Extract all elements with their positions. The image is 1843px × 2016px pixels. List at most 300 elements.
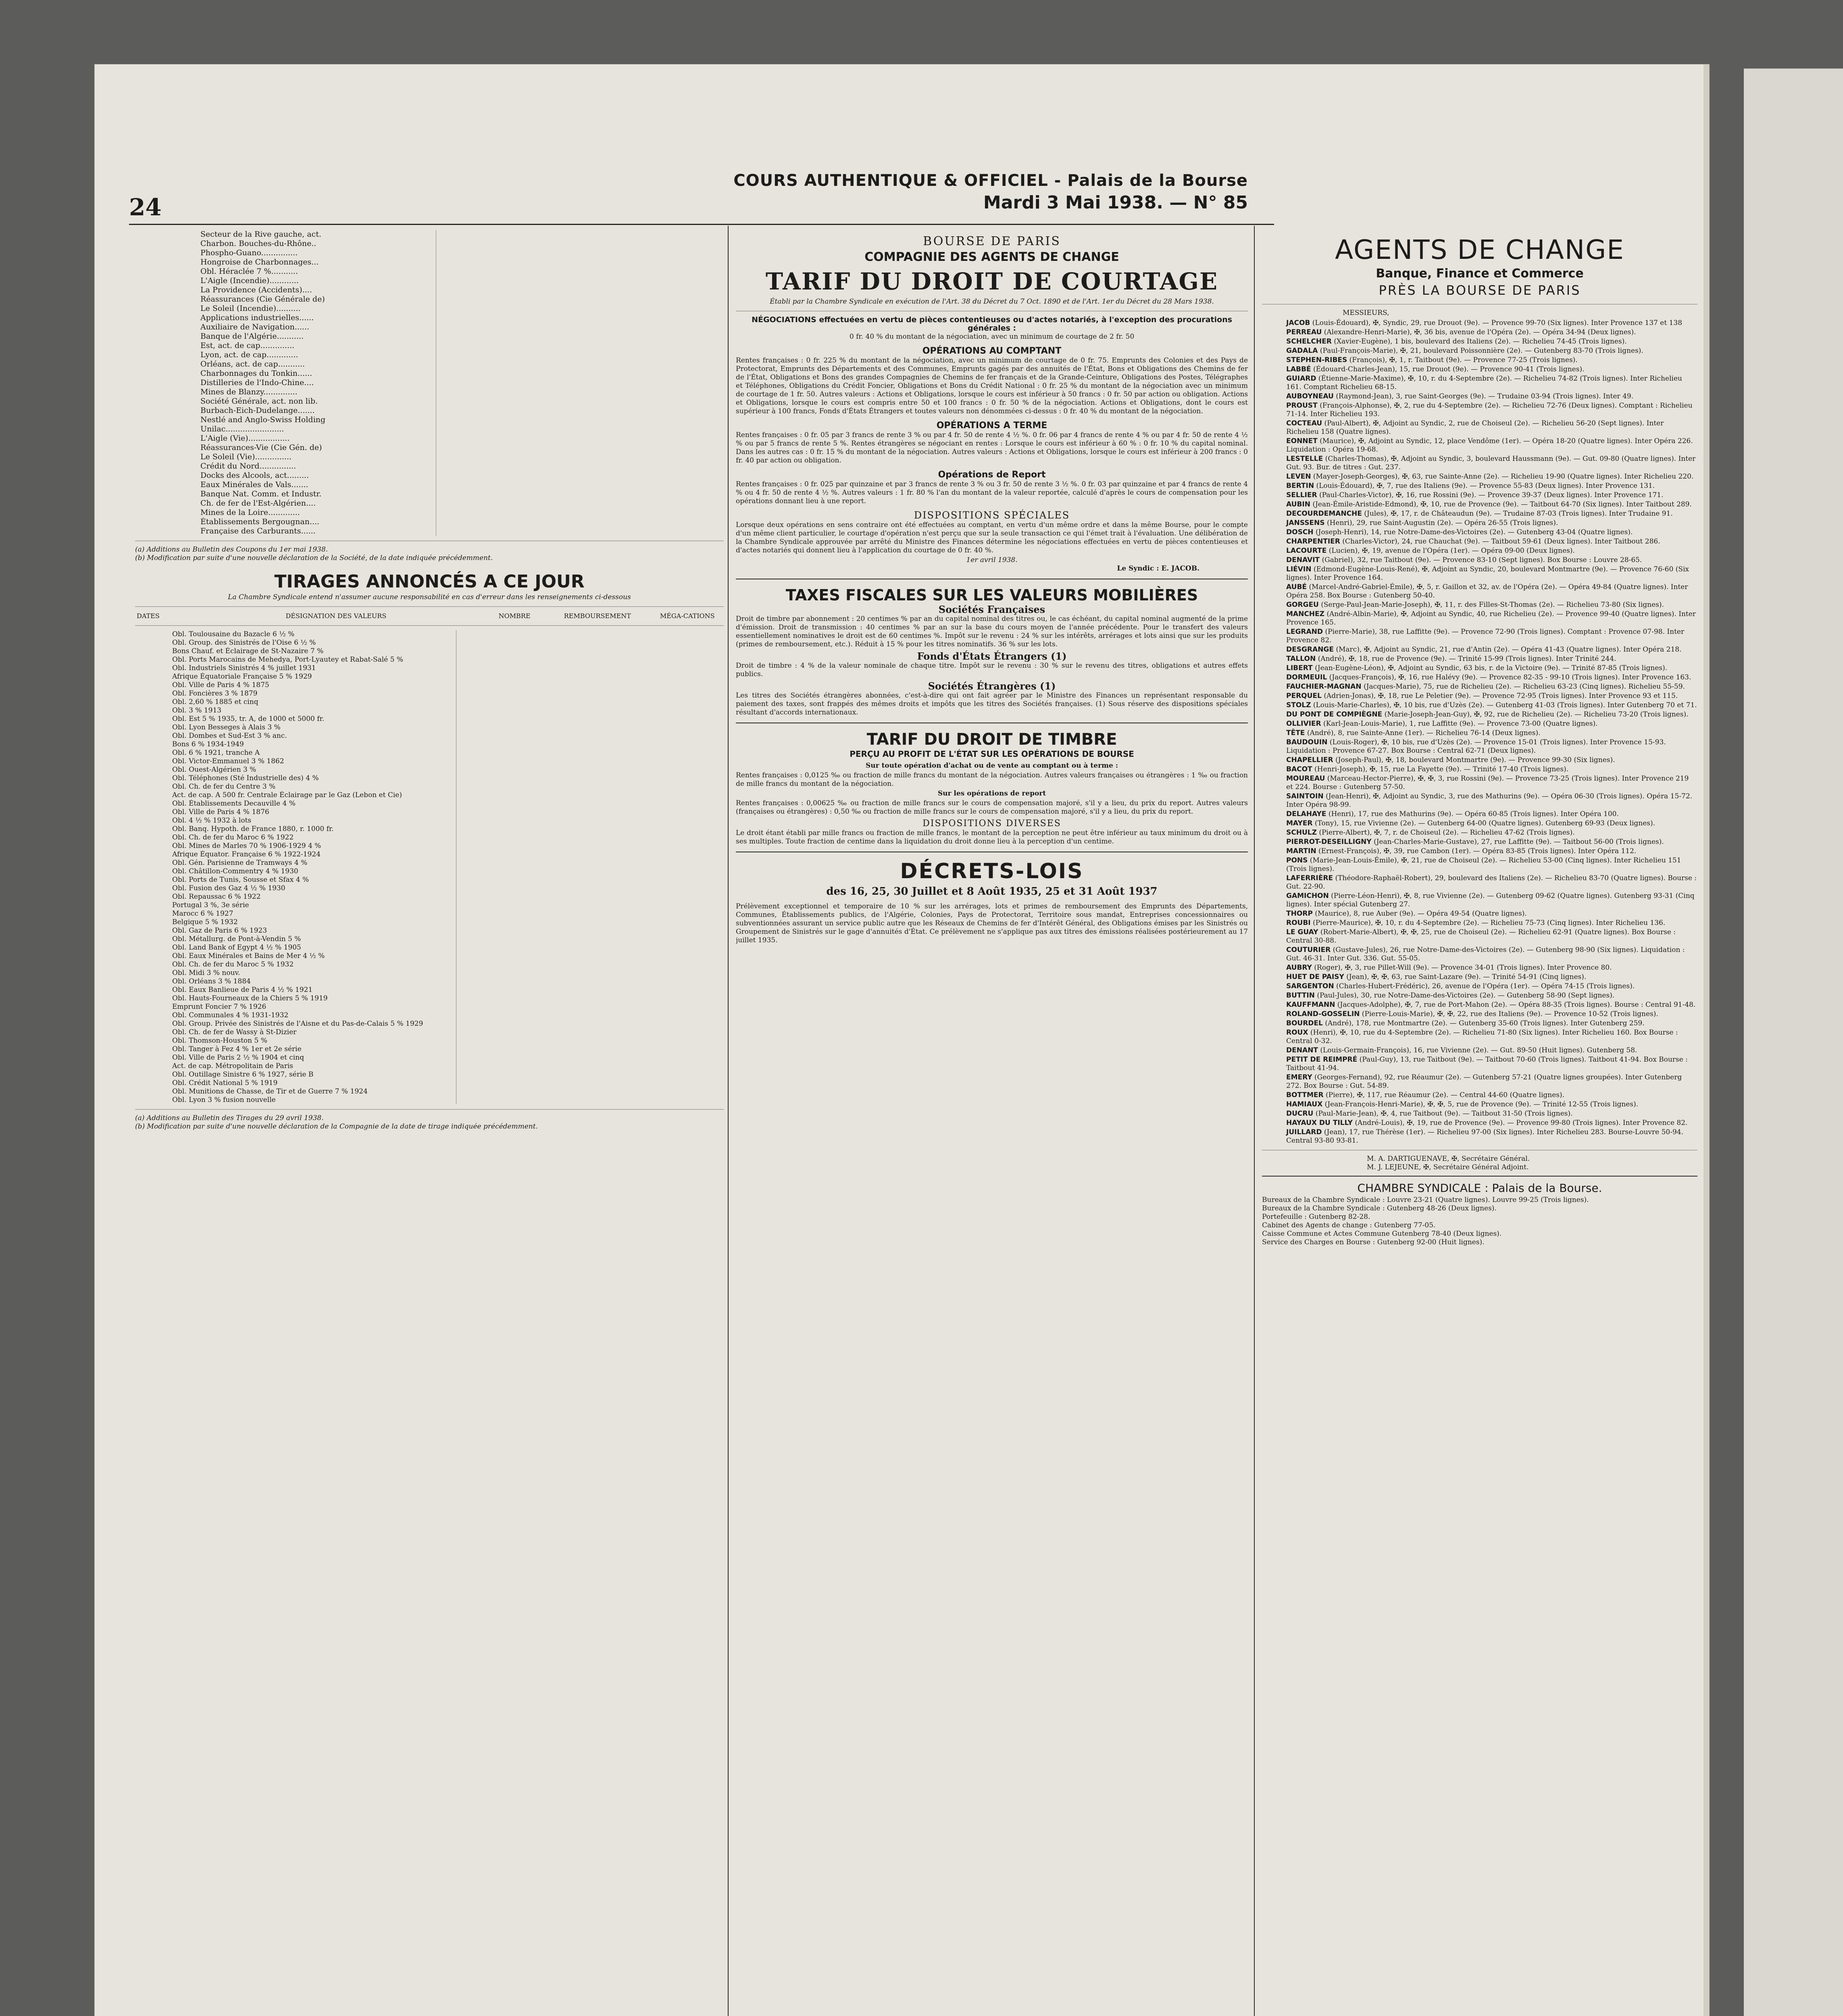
agent-details: (Pierre), ✠, 117, rue Réaumur (2e). — Central 44-60 (Quatre lignes). — [1326, 1091, 1565, 1099]
coupon-company: Nestlé and Anglo-Swiss Holding — [200, 415, 326, 424]
agent-year — [1262, 1100, 1286, 1109]
tirage-designation: Obl. Foncières 3 % 1879 — [172, 689, 258, 698]
tirage-row — [135, 1087, 724, 1096]
agent-entry — [1262, 356, 1697, 364]
coupon-company: Distilleries de l'Indo-Chine.... — [200, 378, 314, 387]
coupon-figures — [436, 387, 724, 397]
tirage-row — [135, 1096, 724, 1104]
coupon-row — [135, 230, 724, 239]
agent-details: (André), ✠, 18, rue de Provence (9e). — Trinité 15-99 (Trois lignes). Inter Trinité 244. — [1318, 655, 1616, 663]
agent-name: DECOURDEMANCHE — [1286, 510, 1362, 518]
tirage-designation: Obl. Eaux Banlieue de Paris 4 ½ % 1921 — [172, 986, 313, 994]
agent-details: (Jacques-Marie), 75, rue de Richelieu (2e). — Richelieu 63-23 (Cinq lignes). Richelieu 55-59. — [1363, 683, 1685, 691]
agent-name: DUCRU — [1286, 1110, 1314, 1118]
agent-name: MAYER — [1286, 819, 1313, 827]
coupon-company: Ch. de fer de l'Est-Algérien.... — [200, 499, 316, 508]
tirage-figures — [456, 1096, 724, 1104]
tirage-designation: Obl. Outillage Sinistre 6 % 1927, série B — [172, 1070, 314, 1079]
tirage-date — [135, 715, 171, 723]
tirages-header — [135, 611, 724, 621]
agent-entry — [1262, 973, 1697, 981]
tirage-designation: Obl. Victor-Emmanuel 3 % 1862 — [172, 757, 284, 765]
tirage-figures — [456, 969, 724, 977]
agent-details: (Adrien-Jonas), ✠, 18, rue Le Peletier (9e). — Provence 72-95 (Trois lignes). Inter Provence 93 et 115. — [1324, 692, 1678, 700]
tirage-designation: Obl. Communales 4 % 1931-1932 — [172, 1011, 289, 1019]
agent-name: HAMIAUX — [1286, 1100, 1323, 1108]
tirage-date — [135, 774, 171, 783]
coupon-row — [135, 332, 724, 341]
agent-details: (Paul-Albert), ✠, Adjoint au Syndic, 2, rue de Choiseul (2e). — Richelieu 56-20 (Sept lignes). Inter Richelieu 158 (Quatre lignes). — [1286, 419, 1664, 436]
coupon-date — [135, 332, 199, 341]
agent-year — [1262, 701, 1286, 710]
coupon-figures — [436, 471, 724, 480]
tirage-figures — [456, 689, 724, 698]
secretary-2: M. J. LEJEUNE, ✠, Secrétaire Général Adjoint. — [1367, 1163, 1529, 1171]
coupon-figures — [436, 462, 724, 471]
coupon-company: Hongroise de Charbonnages... — [200, 258, 319, 267]
timbre-text: Rentes françaises : 0,0125 ‰ ou fraction de mille francs du montant de la négociation. Autres valeurs françaises ou étrangères : 1 ‰ ou fraction de mille francs du montant de la négociation. — [736, 771, 1248, 788]
tirage-row — [135, 1079, 724, 1087]
agent-details: (Ernest-François), ✠, 39, rue Cambon (1er). — Opéra 83-85 (Trois lignes). Inter Opéra 112. — [1318, 847, 1637, 855]
dispositions-diverses: DISPOSITIONS DIVERSES — [923, 818, 1061, 829]
agent-entry — [1262, 919, 1697, 927]
agent-year — [1262, 792, 1286, 801]
coupon-figures — [436, 425, 724, 434]
agent-name: AUBIN — [1286, 500, 1310, 508]
tirage-figures — [456, 732, 724, 740]
divider — [1262, 302, 1697, 306]
coupon-row — [135, 480, 724, 489]
agent-entry — [1262, 847, 1697, 856]
negociations-text: 0 fr. 40 % du montant de la négociation, avec un minimum de courtage de 2 fr. 50 — [849, 333, 1135, 341]
agent-details: (Paul-Charles-Victor), ✠, 16, rue Rossini (9e). — Provence 39-37 (Deux lignes). Inter Provence 171. — [1319, 491, 1664, 499]
tirage-designation: Obl. Group. Privée des Sinistrés de l'Aisne et du Pas-de-Calais 5 % 1929 — [172, 1020, 423, 1028]
tirage-date — [135, 1096, 171, 1104]
coupon-date — [135, 378, 199, 387]
societes-etrangeres-text: Les titres des Sociétés étrangères abonnées, c'est-à-dire qui ont fait agréer par le Ministre des Finances un représentant responsable du paiement des taxes, sont frappés des mêmes droits et impôts que les titres des Sociétés françaises. (1) Sous réserve des dispositions spéciales résultant d'accords internationaux. — [736, 691, 1248, 716]
agent-details: (Xavier-Eugène), 1 bis, boulevard des Italiens (2e). — Richelieu 74-45 (Trois lignes). — [1334, 337, 1627, 346]
agent-name: COCTEAU — [1286, 419, 1322, 427]
tirage-designation: Obl. Repaussac 6 % 1922 — [172, 893, 261, 901]
tirage-row — [135, 656, 724, 664]
agent-entry — [1262, 765, 1697, 774]
agent-entry — [1262, 482, 1697, 490]
chambre-line: Caisse Commune et Actes Commune Gutenberg 78-40 (Deux lignes). — [1262, 1230, 1502, 1238]
agent-entry — [1262, 610, 1697, 627]
agent-year — [1262, 473, 1286, 481]
coupon-company: Banque Nat. Comm. et Industr. — [200, 489, 322, 498]
coupon-date — [135, 462, 199, 471]
coupon-date — [135, 527, 199, 536]
agent-year — [1262, 810, 1286, 818]
coupon-row — [135, 489, 724, 499]
agent-entry — [1262, 319, 1697, 327]
agent-name: DU PONT DE COMPIÈGNE — [1286, 710, 1383, 719]
chambre-line: Bureaux de la Chambre Syndicale : Louvre 23-21 (Quatre lignes). Louvre 99-25 (Trois lignes). — [1262, 1196, 1589, 1204]
agent-entry — [1262, 829, 1697, 837]
agent-name: LAFERRIÈRE — [1286, 874, 1333, 882]
agent-details: (Charles-Thomas), ✠, Adjoint au Syndic, 3, boulevard Haussmann (9e). — Gut. 09-80 (Quatre lignes). Inter Gut. 93. Bur. de titres : Gut. 237. — [1286, 455, 1696, 471]
tirage-row — [135, 952, 724, 960]
taxes-title: TAXES FISCALES SUR LES VALEURS MOBILIÈRES — [785, 586, 1198, 604]
coupon-row — [135, 406, 724, 415]
coupon-company: Banque de l'Algérie........... — [200, 332, 304, 341]
tirage-figures — [456, 723, 724, 732]
tirage-figures — [456, 842, 724, 850]
agent-year — [1262, 455, 1286, 463]
coupon-date — [135, 267, 199, 276]
agents-sub1: Banque, Finance et Commerce — [1376, 267, 1584, 281]
agent-name: LIBERT — [1286, 664, 1313, 672]
coupon-row — [135, 258, 724, 267]
tirage-row — [135, 986, 724, 994]
tirage-date — [135, 698, 171, 706]
ops-report-text: Rentes françaises : 0 fr. 025 par quinzaine et par 3 francs de rente 3 % ou 3 fr. 50 de rente 3 ½ %. 0 fr. 03 par quinzaine et par 4 francs de rente 4 % ou 4 fr. 50 de rente 4 ½ %. Autres valeurs : 1 fr. 80 % l'an du montant de la valeur reportée, calculé d'après le cours de compensation pour les opérations donnant lieu à une report. — [736, 480, 1248, 505]
agent-details: (Jean-François-Henri-Marie), ✠, ✠, 5, rue de Provence (9e). — Trinité 12-55 (Trois lignes). — [1324, 1100, 1639, 1108]
tirage-row — [135, 740, 724, 749]
coupon-figures — [436, 434, 724, 443]
agent-details: (Gabriel), 32, rue Taitbout (9e). — Provence 83-10 (Sept lignes). Box Bourse : Louvre 28-65. — [1322, 556, 1642, 564]
tirage-date — [135, 884, 171, 893]
tirage-date — [135, 893, 171, 901]
courtage-title: TARIF DU DROIT DE COURTAGE — [765, 268, 1218, 295]
tirage-figures — [456, 740, 724, 749]
agent-name: THORP — [1286, 910, 1313, 918]
ops-terme-heading: OPÉRATIONS A TERME — [936, 421, 1047, 431]
agent-name: AUBOYNEAU — [1286, 392, 1334, 400]
coupon-row — [135, 378, 724, 387]
agent-year — [1262, 683, 1286, 691]
agent-name: LEVEN — [1286, 473, 1311, 481]
coupon-company: Le Soleil (Vie)............... — [200, 452, 292, 461]
agent-details: (Louis-Édouard), ✠, 7, rue des Italiens (9e). — Provence 55-83 (Deux lignes). Inter Provence 131. — [1316, 482, 1655, 490]
coupon-company: Burbach-Eich-Dudelange....... — [200, 406, 315, 415]
timbre-report: Sur les opérations de report — [937, 789, 1046, 798]
agent-details: (Serge-Paul-Jean-Marie-Joseph), ✠, 11, r. des Filles-St-Thomas (2e). — Richelieu 73-80 (Six lignes). — [1321, 601, 1664, 609]
tirage-date — [135, 943, 171, 952]
coupon-company: Française des Carburants...... — [200, 527, 316, 535]
coupon-figures — [436, 350, 724, 360]
tirage-row — [135, 630, 724, 639]
coupon-row — [135, 462, 724, 471]
coupon-figures — [436, 406, 724, 415]
tirage-designation: Obl. Téléphones (Sté Industrielle des) 4 % — [172, 774, 319, 782]
agent-details: (Pierre-Léon-Henri), ✠, 8, rue Vivienne (2e). — Gutenberg 09-62 (Quatre lignes). Gutenberg 93-31 (Cinq lignes). Inter spécial Gutenberg 27. — [1286, 892, 1695, 908]
tirage-designation: Afrique Équator. Française 6 % 1922-1924 — [172, 850, 321, 858]
agent-name: AUBRY — [1286, 964, 1312, 972]
chambre-line: Portefeuille : Gutenberg 82-28. — [1262, 1213, 1370, 1221]
coupon-date — [135, 508, 199, 517]
tirage-designation: Obl. Ouest-Algérien 3 % — [172, 766, 256, 774]
tirage-row — [135, 706, 724, 715]
agent-entry — [1262, 565, 1697, 582]
agent-details: (Paul-François-Marie), ✠, 21, boulevard Poissonnière (2e). — Gutenberg 83-70 (Trois lignes). — [1320, 347, 1643, 355]
agent-name: STOLZ — [1286, 701, 1311, 709]
agent-entry — [1262, 628, 1697, 645]
tirage-designation: Obl. Tanger à Fez 4 % 1er et 2e série — [172, 1045, 302, 1053]
tirage-row — [135, 867, 724, 876]
tirage-figures — [456, 1054, 724, 1062]
tirage-figures — [456, 673, 724, 681]
agent-year — [1262, 655, 1286, 663]
tirage-row — [135, 647, 724, 656]
tirage-figures — [456, 893, 724, 901]
decrets-title: DÉCRETS-LOIS — [900, 859, 1084, 883]
agent-details: (Paul-Marie-Jean), ✠, 4, rue Taitbout (9e). — Taitbout 31-50 (Trois lignes). — [1315, 1110, 1573, 1118]
page-number: 24 — [129, 194, 162, 221]
coupon-figures — [436, 360, 724, 369]
agent-details: (Jean), ✠, ✠, 63, rue Saint-Lazare (9e). — Trinité 54-91 (Cinq lignes). — [1346, 973, 1587, 981]
agent-name: TÊTE — [1286, 729, 1305, 737]
agent-entry — [1262, 982, 1697, 991]
coupon-figures — [436, 378, 724, 387]
tirage-row — [135, 732, 724, 740]
coupon-row — [135, 527, 724, 536]
syndic-signature: Le Syndic : E. JACOB. — [1117, 564, 1200, 573]
tirage-designation: Obl. Châtillon-Commentry 4 % 1930 — [172, 867, 298, 875]
coupon-company: Charbonnages du Tonkin...... — [200, 369, 312, 378]
tirage-date — [135, 1062, 171, 1070]
agent-name: DENANT — [1286, 1046, 1318, 1054]
tirage-designation: Obl. Fusion des Gaz 4 ½ % 1930 — [172, 884, 285, 892]
agent-details: (André), 8, rue Sainte-Anne (1er). — Richelieu 76-14 (Deux lignes). — [1307, 729, 1541, 737]
agent-name: LIÉVIN — [1286, 565, 1312, 573]
agent-details: (Jean-Charles-Marie-Gustave), 27, rue Laffitte (9e). — Taitbout 56-00 (Trois lignes). — [1373, 838, 1664, 846]
tirage-row — [135, 1070, 724, 1079]
agent-name: PROUST — [1286, 402, 1318, 410]
tirage-date — [135, 647, 171, 656]
coupon-figures — [436, 480, 724, 489]
coupon-company: Docks des Alcools, act......... — [200, 471, 309, 480]
coupon-figures — [436, 304, 724, 313]
coupon-row — [135, 350, 724, 360]
agent-details: (Maurice), 8, rue Auber (9e). — Opéra 49-54 (Quatre lignes). — [1315, 910, 1527, 918]
agent-entry — [1262, 392, 1697, 401]
agent-name: BACOT — [1286, 765, 1312, 773]
agent-details: (Louis-Marie-Charles), ✠, 10 bis, rue d'Uzès (2e). — Gutenberg 41-03 (Trois lignes). Inter Gutenberg 70 et 71. — [1313, 701, 1697, 709]
agent-name: LE GUAY — [1286, 928, 1318, 936]
coupon-date — [135, 304, 199, 313]
coupon-figures — [436, 341, 724, 350]
tirage-date — [135, 749, 171, 757]
header-rule — [129, 224, 1274, 225]
tirage-row — [135, 673, 724, 681]
agent-name: MOUREAU — [1286, 775, 1325, 783]
agent-name: PERREAU — [1286, 328, 1322, 336]
agent-name: ROUX — [1286, 1029, 1308, 1037]
agent-name: TALLON — [1286, 655, 1316, 663]
agent-name: MARTIN — [1286, 847, 1316, 855]
tirage-figures — [456, 1003, 724, 1011]
agent-year — [1262, 1119, 1286, 1127]
messieurs: MESSIEURS, — [1343, 309, 1389, 317]
coupon-date — [135, 323, 199, 332]
chambre-title: CHAMBRE SYNDICALE : Palais de la Bourse. — [1357, 1181, 1602, 1195]
agent-name: DENAVIT — [1286, 556, 1320, 564]
coupon-figures — [436, 258, 724, 267]
agent-year — [1262, 356, 1286, 364]
tirage-designation: Obl. Ch. de fer de Wassy à St-Dizier — [172, 1028, 297, 1036]
timbre-report-text: Rentes françaises : 0,00625 ‰ ou fraction de mille francs sur le cours de compensation majoré, s'il y a lieu, du prix du report. Autres valeurs (françaises ou étrangères) : 0,50 ‰ ou fraction de mille francs sur le cours de compensation majoré, s'il y a lieu, du prix du report. — [736, 799, 1248, 816]
agent-entry — [1262, 1001, 1697, 1009]
agent-details: (André), 178, rue Montmartre (2e). — Gutenberg 35-60 (Trois lignes). Inter Gutenberg 259. — [1325, 1019, 1645, 1027]
agent-details: (Paul-Jules), 30, rue Notre-Dame-des-Victoires (2e). — Gutenberg 58-90 (Sept lignes). — [1317, 991, 1615, 1000]
adjacent-page-edge — [1744, 69, 1843, 2016]
agent-entry — [1262, 491, 1697, 500]
coupon-figures — [436, 332, 724, 341]
coupon-row — [135, 499, 724, 508]
tirage-figures — [456, 1011, 724, 1020]
agent-name: FAUCHIER-MAGNAN — [1286, 683, 1362, 691]
agent-name: BERTIN — [1286, 482, 1314, 490]
agent-name: GAMICHON — [1286, 892, 1329, 900]
agent-entry — [1262, 646, 1697, 654]
agent-entry — [1262, 375, 1697, 392]
tirage-designation: Obl. Crédit National 5 % 1919 — [172, 1079, 278, 1087]
agent-entry — [1262, 701, 1697, 710]
tirage-date — [135, 918, 171, 927]
masthead-title: COURS AUTHENTIQUE & OFFICIEL - Palais de la Bourse — [733, 171, 1248, 190]
tirage-date — [135, 960, 171, 969]
tirage-row — [135, 994, 724, 1003]
agent-entry — [1262, 720, 1697, 728]
coupon-date — [135, 434, 199, 443]
tirage-row — [135, 901, 724, 910]
tirage-date — [135, 664, 171, 673]
coupon-company: Réassurances-Vie (Cie Gén. de) — [200, 443, 322, 452]
agent-name: LEGRAND — [1286, 628, 1323, 636]
divider — [135, 623, 724, 627]
syndic-date: 1er avril 1938. — [966, 556, 1018, 564]
secretary-1: M. A. DARTIGUENAVE, ✠, Secrétaire Général. — [1367, 1155, 1530, 1163]
tirage-row — [135, 1054, 724, 1062]
agent-details: (Georges-Fernand), 92, rue Réaumur (2e). — Gutenberg 57-21 (Quatre lignes groupées). Inter Gutenberg 272. Box Bourse : Gut. 54-89. — [1286, 1073, 1682, 1090]
compagnie-label: COMPAGNIE DES AGENTS DE CHANGE — [864, 250, 1119, 264]
tirage-date — [135, 791, 171, 800]
coupon-note-b: (b) Modification par suite d'une nouvelle déclaration de la Société, de la date indiquée précédemment. — [135, 554, 493, 562]
tirage-date — [135, 1020, 171, 1028]
coupon-figures — [436, 230, 724, 239]
tirage-row — [135, 842, 724, 850]
tirage-designation: Obl. Gén. Parisienne de Tramways 4 % — [172, 859, 308, 867]
tirage-designation: Emprunt Foncier 7 % 1926 — [172, 1003, 267, 1011]
tirage-row — [135, 825, 724, 833]
agent-details: (Henri), 17, rue des Mathurins (9e). — Opéra 60-85 (Trois lignes). Inter Opéra 100. — [1328, 810, 1619, 818]
tirage-designation: Obl. 4 ½ % 1932 à lots — [172, 816, 252, 825]
agent-details: (Paul-Guy), 13, rue Taitbout (9e). — Taitbout 70-60 (Trois lignes). Taitbout 41-94. Box Bourse : Taitbout 41-94. — [1286, 1056, 1688, 1072]
tirage-row — [135, 791, 724, 800]
agent-name: JANSSENS — [1286, 519, 1325, 527]
coupon-date — [135, 480, 199, 489]
coupon-row — [135, 425, 724, 434]
timbre-operation: Sur toute opération d'achat ou de vente au comptant ou à terme : — [865, 762, 1118, 770]
agent-details: (Louis-Roger), ✠, 10 bis, rue d'Uzès (2e). — Provence 15-01 (Trois lignes). Inter Provence 15-93. Liquidation : Provence 67-27. Box Bourse : Central 62-71 (Deux lignes). — [1286, 738, 1666, 755]
col-megacations: MÉGA-CATIONS — [660, 612, 715, 620]
agent-details: (André-Albin-Marie), ✠, Adjoint au Syndic, 40, rue Richelieu (2e). — Provence 99-40 (Quatre lignes). Inter Provence 165. — [1286, 610, 1696, 627]
tirage-row — [135, 1062, 724, 1070]
agent-name: GADALA — [1286, 347, 1318, 355]
agent-entry — [1262, 1019, 1697, 1028]
tirage-figures — [456, 910, 724, 918]
tirage-figures — [456, 994, 724, 1003]
tirage-row — [135, 918, 724, 927]
agent-entry — [1262, 328, 1697, 337]
agent-name: GORGEU — [1286, 601, 1319, 609]
agent-details: (Charles-Hubert-Frédéric), 26, avenue de l'Opéra (1er). — Opéra 74-15 (Trois lignes). — [1336, 982, 1635, 990]
societes-francaises: Sociétés Françaises — [938, 604, 1045, 615]
agent-entry — [1262, 856, 1697, 873]
tirage-row — [135, 1011, 724, 1020]
agent-name: KAUFFMANN — [1286, 1001, 1335, 1009]
agent-entry — [1262, 402, 1697, 419]
agent-details: (Pierre-Marie), 38, rue Laffitte (9e). — Provence 72-90 (Trois lignes). Comptant : Provence 07-98. Inter Provence 82. — [1286, 628, 1685, 644]
agent-name: JUILLARD — [1286, 1128, 1322, 1136]
coupon-figures — [436, 248, 724, 258]
tirage-figures — [456, 766, 724, 774]
tirage-date — [135, 1045, 171, 1054]
tirage-figures — [456, 757, 724, 766]
timbre-subtitle: PERÇU AU PROFIT DE L'ÉTAT SUR LES OPÉRATIONS DE BOURSE — [850, 749, 1134, 759]
tirage-row — [135, 910, 724, 918]
agent-details: (Charles-Victor), 24, rue Chauchat (9e). — Taitbout 59-61 (Deux lignes). Inter Taitbout 286. — [1342, 537, 1660, 546]
tirage-designation: Obl. Group. des Sinistrés de l'Oise 6 ½ % — [172, 639, 316, 647]
tirage-date — [135, 1079, 171, 1087]
coupon-date — [135, 248, 199, 258]
tirage-row — [135, 935, 724, 943]
tirage-figures — [456, 1028, 724, 1037]
agent-entry — [1262, 419, 1697, 436]
coupon-company: Réassurances (Cie Générale de) — [200, 295, 325, 304]
coupon-company: Crédit du Nord............... — [200, 462, 296, 471]
agent-name: SCHULZ — [1286, 829, 1317, 837]
agent-name: OLLIVIER — [1286, 720, 1321, 728]
tirage-date — [135, 766, 171, 774]
agent-name: AUBÉ — [1286, 583, 1307, 591]
agent-details: (Marie-Jean-Louis-Émile), ✠, 21, rue de Choiseul (2e). — Richelieu 53-00 (Cinq lignes). Inter Richelieu 151 (Trois lignes). — [1286, 856, 1681, 873]
agent-year — [1262, 565, 1286, 574]
tirage-figures — [456, 1079, 724, 1087]
coupon-date — [135, 499, 199, 508]
tirage-designation: Belgique 5 % 1932 — [172, 918, 238, 926]
tirage-designation: Obl. Est 5 % 1935, tr. A, de 1000 et 5000 fr. — [172, 715, 325, 723]
coupon-figures — [436, 499, 724, 508]
agent-name: SAINTOIN — [1286, 792, 1324, 800]
divider — [1262, 1176, 1697, 1177]
agent-name: BUTTIN — [1286, 991, 1315, 1000]
agent-entry — [1262, 738, 1697, 755]
tirage-designation: Obl. 6 % 1921, tranche A — [172, 749, 260, 757]
coupon-date — [135, 230, 199, 239]
agent-entry — [1262, 991, 1697, 1000]
coupon-date — [135, 452, 199, 462]
agent-entry — [1262, 655, 1697, 663]
tirage-date — [135, 681, 171, 689]
tirages-title: TIRAGES ANNONCÉS A CE JOUR — [274, 571, 585, 592]
coupon-company: Obl. Héraclée 7 %........... — [200, 267, 298, 276]
coupon-row — [135, 239, 724, 248]
tirage-designation: Obl. Midi 3 % nouv. — [172, 969, 240, 977]
agent-details: (Étienne-Marie-Maxime), ✠, 10, r. du 4-Septembre (2e). — Richelieu 74-82 (Trois lignes). Inter Richelieu 161. Comptant Richelieu 68-15. — [1286, 375, 1682, 391]
tirage-designation: Obl. Établissements Decauville 4 % — [172, 800, 296, 808]
agent-details: (Alexandre-Henri-Marie), ✠, 36 bis, avenue de l'Opéra (2e). — Opéra 34-94 (Deux lignes). — [1324, 328, 1636, 336]
tirage-figures — [456, 639, 724, 647]
agent-entry — [1262, 692, 1697, 700]
agent-entry — [1262, 528, 1697, 537]
divider — [135, 539, 724, 543]
tirage-date — [135, 825, 171, 833]
agent-name: COUTURIER — [1286, 946, 1331, 954]
tirage-date — [135, 1037, 171, 1045]
